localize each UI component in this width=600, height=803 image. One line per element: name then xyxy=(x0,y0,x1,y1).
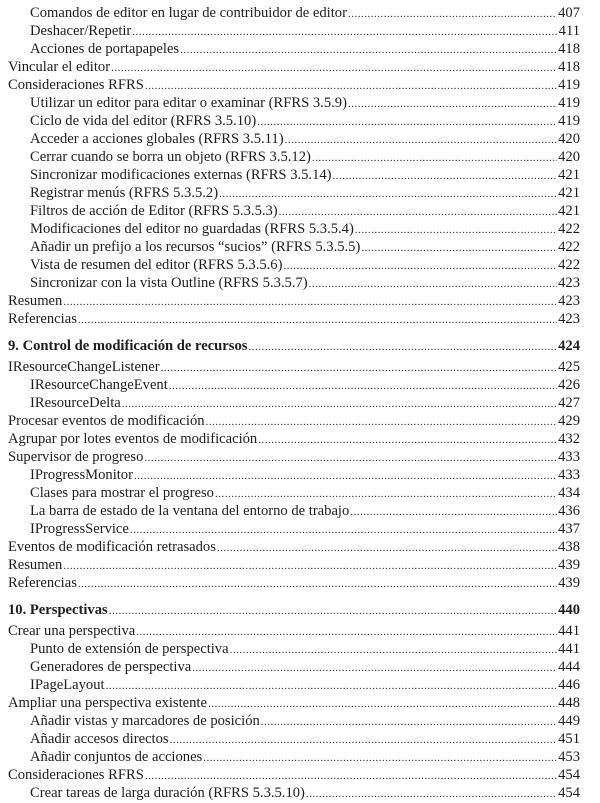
toc-entry-page: 422 xyxy=(558,221,580,237)
dot-leader xyxy=(350,503,557,521)
toc-entry xyxy=(8,412,580,430)
toc-entry xyxy=(8,310,580,328)
dot-leader xyxy=(78,311,557,329)
toc-entry-page: 419 xyxy=(558,113,580,129)
toc-entry-page: 439 xyxy=(558,575,580,591)
toc-entry-title: Crear tareas de larga duración (RFRS 5.3.5.10) xyxy=(30,785,305,801)
toc-entry-title: Referencias xyxy=(8,575,77,591)
toc-entry-page: 449 xyxy=(558,713,580,729)
toc-entry-page: 433 xyxy=(558,449,580,465)
toc-entry-title: IResourceDelta xyxy=(30,395,121,411)
toc-entry-page: 451 xyxy=(558,731,580,747)
toc-entry xyxy=(8,76,580,94)
toc-entry xyxy=(8,520,580,538)
toc-entry xyxy=(8,748,580,766)
toc-entry-title: Sincronizar modificaciones externas (RFRS 3.5.14) xyxy=(30,167,332,183)
toc-entry xyxy=(8,394,580,412)
dot-leader xyxy=(206,413,558,431)
toc-entry-title: Punto de extensión de perspectiva xyxy=(30,641,229,657)
dot-leader xyxy=(309,275,557,293)
toc-entry-page: 433 xyxy=(558,467,580,483)
toc-entry-page: 407 xyxy=(558,5,580,21)
toc-entry-page: 438 xyxy=(558,539,580,555)
toc-entry-page: 418 xyxy=(558,41,580,57)
toc-entry xyxy=(8,574,580,592)
dot-leader xyxy=(136,623,557,641)
toc-entry-page: 446 xyxy=(558,677,580,693)
toc-entry xyxy=(8,4,580,22)
toc-entry-title: Ciclo de vida del editor (RFRS 3.5.10) xyxy=(30,113,257,129)
dot-leader xyxy=(170,731,558,749)
toc-entry-page: 425 xyxy=(558,359,580,375)
dot-leader xyxy=(192,659,557,677)
toc-entry-title: IResourceChangeListener xyxy=(8,359,160,375)
dot-leader xyxy=(279,203,557,221)
toc-entry-page: 454 xyxy=(558,785,580,801)
toc-entry-title: IProgressMonitor xyxy=(30,467,133,483)
dot-leader xyxy=(208,695,557,713)
toc-entry-title: Clases para mostrar el progreso xyxy=(30,485,214,501)
dot-leader xyxy=(306,785,557,803)
dot-leader xyxy=(230,641,558,659)
toc-entry xyxy=(8,484,580,502)
toc-entry xyxy=(8,292,580,310)
toc-entry-page: 434 xyxy=(558,485,580,501)
toc-entry-page: 441 xyxy=(558,623,580,639)
toc-entry xyxy=(8,148,580,166)
toc-entry-title: IProgressService xyxy=(30,521,129,537)
toc-entry xyxy=(8,166,580,184)
toc-entry xyxy=(8,784,580,802)
dot-leader xyxy=(203,749,557,767)
toc-entry-title: Eventos de modificación retrasados xyxy=(8,539,216,555)
toc-entry-page: 419 xyxy=(558,77,580,93)
toc-entry-title: Comandos de editor en lugar de contribuidor de editor xyxy=(30,5,347,21)
toc-entry xyxy=(8,184,580,202)
toc-entry-page: 453 xyxy=(558,749,580,765)
dot-leader xyxy=(285,131,558,149)
dot-leader xyxy=(215,485,557,503)
toc-entry-title: Utilizar un editor para editar o examinar (RFRS 3.5.9) xyxy=(30,95,347,111)
dot-leader xyxy=(109,602,557,620)
toc-entry xyxy=(8,238,580,256)
toc-entry xyxy=(8,676,580,694)
toc-chapter-entry xyxy=(8,337,580,355)
toc-entry xyxy=(8,658,580,676)
toc-entry-page: 426 xyxy=(558,377,580,393)
toc-entry xyxy=(8,256,580,274)
toc-entry-title: Modificaciones del editor no guardadas (RFRS 5.3.5.4) xyxy=(30,221,354,237)
toc-entry-page: 432 xyxy=(558,431,580,447)
toc-entry-title: Consideraciones RFRS xyxy=(8,77,144,93)
dot-leader xyxy=(144,449,557,467)
dot-leader xyxy=(348,95,557,113)
toc-entry-page: 441 xyxy=(558,641,580,657)
dot-leader xyxy=(261,713,557,731)
toc-entry-title: Ampliar una perspectiva existente xyxy=(8,695,207,711)
toc-entry-title: 10. Perspectivas xyxy=(8,602,108,618)
toc-entry xyxy=(8,58,580,76)
dot-leader xyxy=(257,113,557,131)
toc-entry-page: 420 xyxy=(558,149,580,165)
toc-entry-page: 421 xyxy=(558,167,580,183)
dot-leader xyxy=(169,377,557,395)
toc-entry xyxy=(8,274,580,292)
dot-leader xyxy=(258,431,557,449)
toc-entry-page: 422 xyxy=(558,257,580,273)
toc-entry-page: 454 xyxy=(558,767,580,783)
toc-entry-page: 421 xyxy=(558,185,580,201)
toc-entry xyxy=(8,430,580,448)
toc-entry-title: Añadir un prefijo a los recursos “sucios” (RFRS 5.3.5.5) xyxy=(30,239,361,255)
toc-entry xyxy=(8,40,580,58)
toc-entry-title: Supervisor de progreso xyxy=(8,449,144,465)
toc-entry xyxy=(8,358,580,376)
toc-entry-title: Referencias xyxy=(8,311,77,327)
dot-leader xyxy=(312,149,557,167)
toc-entry-page: 420 xyxy=(558,131,580,147)
dot-leader xyxy=(283,257,557,275)
toc-entry-title: IResourceChangeEvent xyxy=(30,377,168,393)
toc-entry xyxy=(8,376,580,394)
toc-chapter-entry xyxy=(8,601,580,619)
dot-leader xyxy=(348,5,557,23)
toc-entry-title: Resumen xyxy=(8,293,63,309)
dot-leader xyxy=(111,59,557,77)
toc-entry xyxy=(8,730,580,748)
toc-entry xyxy=(8,130,580,148)
toc-entry xyxy=(8,220,580,238)
toc-entry-title: IPageLayout xyxy=(30,677,105,693)
toc-entry-page: 418 xyxy=(558,59,580,75)
dot-leader xyxy=(106,677,558,695)
toc-entry-title: Filtros de acción de Editor (RFRS 5.3.5.3) xyxy=(30,203,278,219)
toc-entry-title: La barra de estado de la ventana del entorno de trabajo xyxy=(30,503,350,519)
toc-entry-page: 437 xyxy=(558,521,580,537)
toc-entry-page: 423 xyxy=(558,311,580,327)
dot-leader xyxy=(78,575,557,593)
toc-entry xyxy=(8,712,580,730)
dot-leader xyxy=(355,221,557,239)
toc-entry-page: 419 xyxy=(558,95,580,111)
toc-entry-title: Resumen xyxy=(8,557,63,573)
toc-entry-title: Vincular el editor xyxy=(8,59,111,75)
dot-leader xyxy=(145,767,557,785)
dot-leader xyxy=(161,359,558,377)
toc-entry xyxy=(8,22,580,40)
dot-leader xyxy=(63,557,557,575)
toc-entry-title: Vista de resumen del editor (RFRS 5.3.5.6) xyxy=(30,257,283,273)
dot-leader xyxy=(134,467,557,485)
toc-entry-page: 439 xyxy=(558,557,580,573)
toc-entry xyxy=(8,448,580,466)
toc-entry xyxy=(8,622,580,640)
toc-entry xyxy=(8,766,580,784)
toc-entry-title: Acciones de portapapeles xyxy=(30,41,180,57)
toc-entry-page: 411 xyxy=(558,23,580,39)
toc-entry-title: Añadir conjuntos de acciones xyxy=(30,749,203,765)
dot-leader xyxy=(130,521,557,539)
toc-entry xyxy=(8,640,580,658)
toc-entry-title: Sincronizar con la vista Outline (RFRS 5.3.5.7) xyxy=(30,275,308,291)
toc-entry-title: 9. Control de modificación de recursos xyxy=(8,338,248,354)
toc-entry-title: Deshacer/Repetir xyxy=(30,23,132,39)
toc-entry-page: 448 xyxy=(558,695,580,711)
toc-entry-title: Añadir vistas y marcadores de posición xyxy=(30,713,260,729)
toc-entry xyxy=(8,502,580,520)
toc-entry-page: 440 xyxy=(558,602,580,618)
toc-entry-title: Cerrar cuando se borra un objeto (RFRS 3.5.12) xyxy=(30,149,311,165)
toc-entry-title: Añadir accesos directos xyxy=(30,731,169,747)
toc-entry xyxy=(8,94,580,112)
toc-entry xyxy=(8,112,580,130)
toc-entry-page: 424 xyxy=(558,338,580,354)
toc-entry-title: Agrupar por lotes eventos de modificación xyxy=(8,431,258,447)
toc-entry xyxy=(8,202,580,220)
dot-leader xyxy=(145,77,557,95)
toc-entry-title: Generadores de perspectiva xyxy=(30,659,192,675)
dot-leader xyxy=(217,539,557,557)
toc-entry xyxy=(8,556,580,574)
dot-leader xyxy=(219,185,557,203)
dot-leader xyxy=(122,395,557,413)
toc-entry xyxy=(8,538,580,556)
dot-leader xyxy=(180,41,557,59)
toc-entry-page: 427 xyxy=(558,395,580,411)
dot-leader xyxy=(132,23,557,41)
dot-leader xyxy=(63,293,557,311)
toc-entry-page: 444 xyxy=(558,659,580,675)
toc-entry-title: Acceder a acciones globales (RFRS 3.5.11) xyxy=(30,131,284,147)
toc-entry-title: Consideraciones RFRS xyxy=(8,767,144,783)
toc-entry-page: 422 xyxy=(558,239,580,255)
toc-entry xyxy=(8,466,580,484)
toc-entry-page: 423 xyxy=(558,275,580,291)
toc-entry-page: 421 xyxy=(558,203,580,219)
toc-entry-page: 429 xyxy=(558,413,580,429)
dot-leader xyxy=(248,338,557,356)
toc-entry xyxy=(8,694,580,712)
toc-entry-page: 436 xyxy=(558,503,580,519)
dot-leader xyxy=(333,167,558,185)
toc-entry-title: Procesar eventos de modificación xyxy=(8,413,205,429)
toc-entry-title: Registrar menús (RFRS 5.3.5.2) xyxy=(30,185,219,201)
toc-entry-page: 423 xyxy=(558,293,580,309)
dot-leader xyxy=(361,239,557,257)
toc-entry-title: Crear una perspectiva xyxy=(8,623,136,639)
